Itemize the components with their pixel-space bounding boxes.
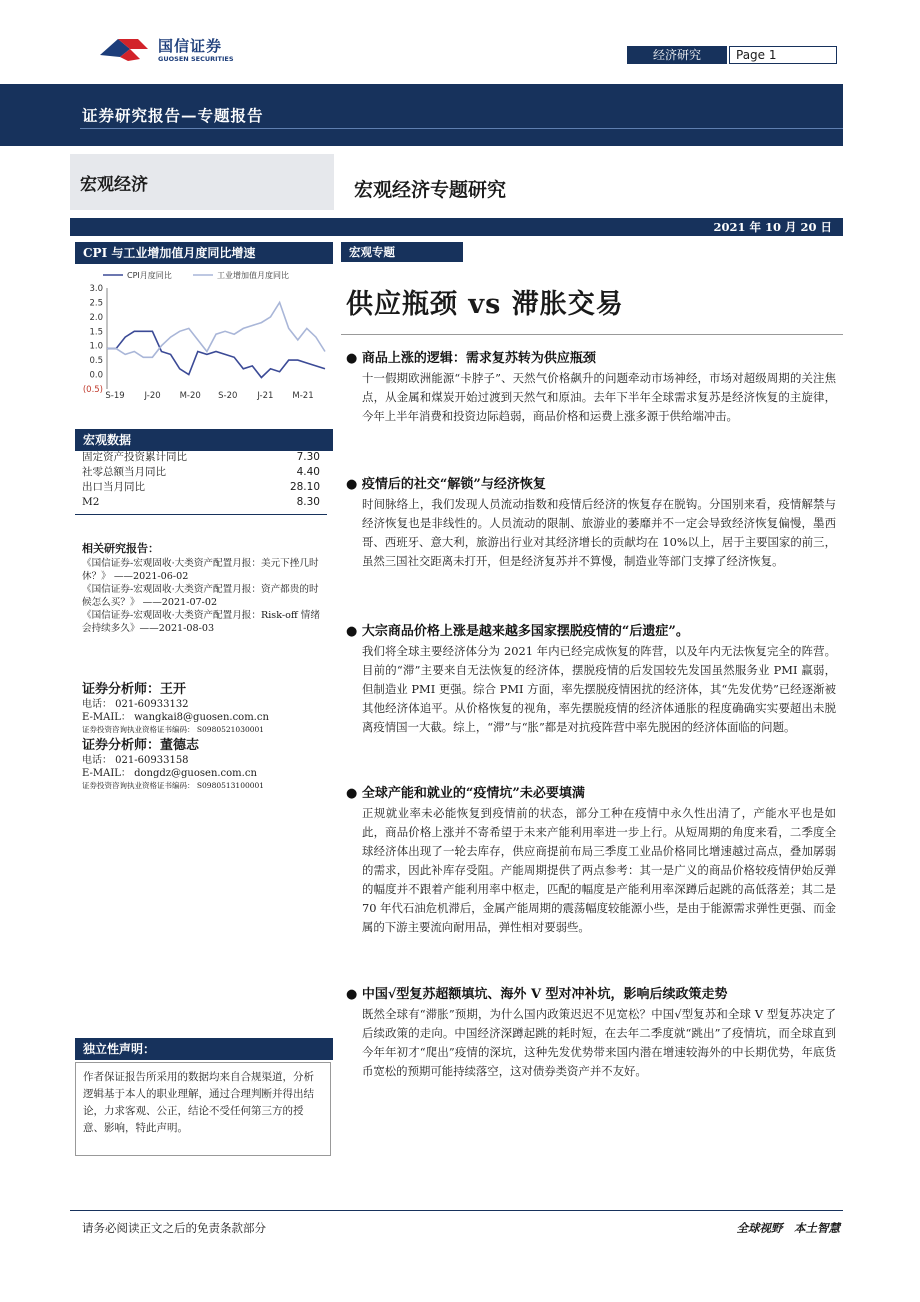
analyst-cert: 证券投资咨询执业资格证书编码： S0980513100001 xyxy=(82,781,265,790)
sector-label: 宏观经济 xyxy=(80,175,148,195)
x-tick-label: M-20 xyxy=(179,391,201,401)
macro-label: 固定资产投资累计同比 xyxy=(82,451,187,463)
chart-title: CPI 与工业增加值月度同比增速 xyxy=(75,242,333,264)
analyst-block xyxy=(82,682,327,792)
banner-rule xyxy=(80,128,843,129)
report-subtitle: 宏观经济专题研究 xyxy=(354,179,507,201)
brand-logo xyxy=(100,33,240,67)
section-heading-row xyxy=(346,620,836,639)
macro-data-title: 宏观数据 xyxy=(75,429,333,451)
y-tick-label: 3.0 xyxy=(89,284,103,294)
section-heading-row xyxy=(346,983,836,1002)
footer-disclaimer-note: 请务必阅读正文之后的免责条款部分 xyxy=(82,1221,266,1235)
related-report-link[interactable]: 《国信证券-宏观固收·大类资产配置月报：美元下挫几时休？》 ——2021-06-02 xyxy=(82,558,319,582)
bullet-icon: ● xyxy=(346,786,362,801)
brand-name: 国信证券 xyxy=(158,37,223,55)
section xyxy=(346,347,836,426)
section-body: 十一假期欧洲能源“卡脖子”、天然气价格飙升的问题牵动市场神经，市场对超级周期的关注焦点，从金属和煤炭开始过渡到天然气和原油。去年下半年全球需求复苏是经济恢复的主旋律，今年上半年消费和投资边际趋弱，商品价格和运费上涨多源于供给端冲击。 xyxy=(362,371,836,423)
analyst-phone: 电话： 021-60933132 xyxy=(82,699,189,710)
y-tick-label: 2.5 xyxy=(89,298,103,309)
macro-value: 4.40 xyxy=(296,466,320,478)
disclaimer-title: 独立性声明： xyxy=(75,1038,333,1060)
section xyxy=(346,983,836,1081)
macro-value: 8.30 xyxy=(296,496,320,508)
footer-slogan: 全球视野 本土智慧 xyxy=(736,1221,840,1235)
section-heading: 商品上涨的逻辑：需求复苏转为供应瓶颈 xyxy=(361,351,596,366)
y-tick-label: (0.5) xyxy=(82,385,103,395)
x-tick-label: J-21 xyxy=(257,391,274,401)
section xyxy=(346,473,836,571)
x-tick-label: M-21 xyxy=(292,391,314,401)
related-title: 相关研究报告： xyxy=(82,542,159,555)
macro-label: 社零总额当月同比 xyxy=(82,466,166,478)
x-tick-label: S-20 xyxy=(218,391,238,401)
y-tick-label: 2.0 xyxy=(89,312,103,323)
disclaimer-box xyxy=(75,1062,331,1156)
banner-title: 证券研究报告—专题报告 xyxy=(82,106,264,125)
title-rule xyxy=(341,334,843,335)
report-title: 供应瓶颈 vs 滞胀交易 xyxy=(346,289,624,320)
section-heading: 疫情后的社交“解锁”与经济恢复 xyxy=(361,477,546,492)
topic-tag: 宏观专题 xyxy=(341,242,463,262)
macro-value: 28.10 xyxy=(289,481,320,493)
macro-label: M2 xyxy=(82,496,100,508)
related-report-link[interactable]: 《国信证券-宏观固收·大类资产配置月报：资产都贵的时候怎么买？》 ——2021-07-02 xyxy=(82,584,319,608)
macro-value: 7.30 xyxy=(296,451,320,463)
brand-name-en: GUOSEN SECURITIES xyxy=(158,55,234,63)
bullet-icon: ● xyxy=(346,987,362,1002)
y-tick-label: 1.5 xyxy=(89,327,103,338)
analyst-email[interactable]: E-MAIL： dongdz@guosen.com.cn xyxy=(82,768,257,779)
disclaimer-text: 作者保证报告所采用的数据均来自合规渠道，分析逻辑基于本人的职业理解，通过合理判断并得出结论，力求客观、公正，结论不受任何第三方的授意、影响，特此声明。 xyxy=(83,1071,314,1134)
x-tick-label: J-20 xyxy=(144,391,161,401)
series-line-industry xyxy=(107,302,325,357)
macro-row xyxy=(82,480,320,495)
macro-divider xyxy=(75,514,327,515)
related-reports xyxy=(82,540,322,635)
guosen-logo-icon xyxy=(100,35,154,63)
section-heading-row xyxy=(346,347,836,366)
analyst-title: 证券分析师：董德志 xyxy=(82,738,200,753)
analyst-title: 证券分析师：王开 xyxy=(82,682,187,697)
analyst-phone: 电话： 021-60933158 xyxy=(82,755,189,766)
header-category: 经济研究 xyxy=(627,46,727,64)
cpi-industry-chart xyxy=(75,266,333,418)
chart-legend xyxy=(103,270,289,280)
macro-label: 出口当月同比 xyxy=(82,481,145,493)
section-heading-row xyxy=(346,473,836,492)
section xyxy=(346,620,836,737)
section-heading: 大宗商品价格上涨是越来越多国家摆脱疫情的“后遗症”。 xyxy=(361,624,689,639)
bullet-icon: ● xyxy=(346,624,362,639)
y-tick-label: 1.0 xyxy=(89,341,103,352)
macro-row xyxy=(82,450,320,465)
macro-row xyxy=(82,495,320,510)
section-heading: 全球产能和就业的“疫情坑”未必要填满 xyxy=(361,786,585,801)
bullet-icon: ● xyxy=(346,351,362,366)
section-heading-row xyxy=(346,782,836,801)
x-tick-label: S-19 xyxy=(105,391,125,401)
section-body: 时间脉络上，我们发现人员流动指数和疫情后经济的恢复存在脱钩。分国别来看，疫情解禁与经济恢复也是非线性的。人员流动的限制、旅游业的萎靡并不一定会导致经济恢复偏慢，墨西哥、西班牙、意大利，旅游出行业对其经济增长的贡献均在 10%以上，居于主要国家的前三，虽然三国社交距离未打开，但是经济复苏并不算慢，制造业等部门支撑了经济恢复。 xyxy=(362,497,836,568)
analyst-cert: 证券投资咨询执业资格证书编码： S0980521030001 xyxy=(82,725,265,734)
macro-row xyxy=(82,465,320,480)
page-number: Page 1 xyxy=(729,46,837,64)
section-body: 我们将全球主要经济体分为 2021 年内已经完成恢复的阵营，以及年内无法恢复完全的阵营。目前的“滞”主要来自无法恢复的经济体，摆脱疫情的后发国较先发国虽然服务业 PMI 赢弱，但制造业 PMI 更强。综合 PMI 方面，率先摆脱疫情困扰的经济体，其“先发优势”已经逐渐被其他经济体追平。从价格恢复的视角，率先摆脱疫情的经济体通胀的程度确确实实要超出未脱离疫情国一大截。综上，“滞”与“胀”都是对抗疫阵营中率先脱困的经济体面临的问题。 xyxy=(362,644,836,734)
section-body: 正规就业率未必能恢复到疫情前的状态，部分工种在疫情中永久性出清了，产能水平也是如此，商品价格上涨并不寄希望于未来产能利用率进一步上行。从短周期的角度来看，二季度全球经济体出现了一轮去库存，供应商提前布局三季度工业品价格同比增速越过高点，叠加孱弱的需求，因此补库存受阻。产能周期提供了两点参考：其一是广义的商品价格较疫情伊始反弹的幅度并不跟着产能利用率中枢走，匹配的幅度是产能利用率深蹲后起跳的高低落差；其二是 70 年代石油危机滞后，金属产能周期的震荡幅度较能源小些，是由于能源需求弹性更强、而金属的下游主要流向耐用品，弹性相对要弱些。 xyxy=(362,806,836,934)
macro-data-table xyxy=(82,450,320,510)
report-date: 2021 年 10 月 20 日 xyxy=(713,220,832,234)
footer-rule xyxy=(70,1210,843,1211)
analyst-email[interactable]: E-MAIL： wangkai8@guosen.com.cn xyxy=(82,712,269,723)
section-heading: 中国√型复苏超额填坑、海外 V 型对冲补坑，影响后续政策走势 xyxy=(361,987,728,1002)
related-report-link[interactable]: 《国信证券-宏观固收·大类资产配置月报：Risk-off 情绪会持续多久》——2021-08-03 xyxy=(82,610,320,634)
legend-series-industry: 工业增加值月度同比 xyxy=(217,271,289,280)
y-tick-label: 0.5 xyxy=(89,356,103,367)
section xyxy=(346,782,836,937)
y-tick-label: 0.0 xyxy=(89,370,103,381)
legend-series-cpi: CPI月度同比 xyxy=(127,271,172,280)
section-body: 既然全球有“滞胀”预期，为什么国内政策迟迟不见宽松？中国√型复苏和全球 V 型复苏决定了后续政策的走向。中国经济深蹲起跳的耗时短，在去年二季度就“跳出”了疫情坑，而全球直到今年年初才“爬出”疫情的深坑，这种先发优势带来国内潜在增速较海外的中长期优势，年底货币宽松的预期可能持续落空，这对债券类资产并不友好。 xyxy=(362,1007,836,1078)
bullet-icon: ● xyxy=(346,477,362,492)
